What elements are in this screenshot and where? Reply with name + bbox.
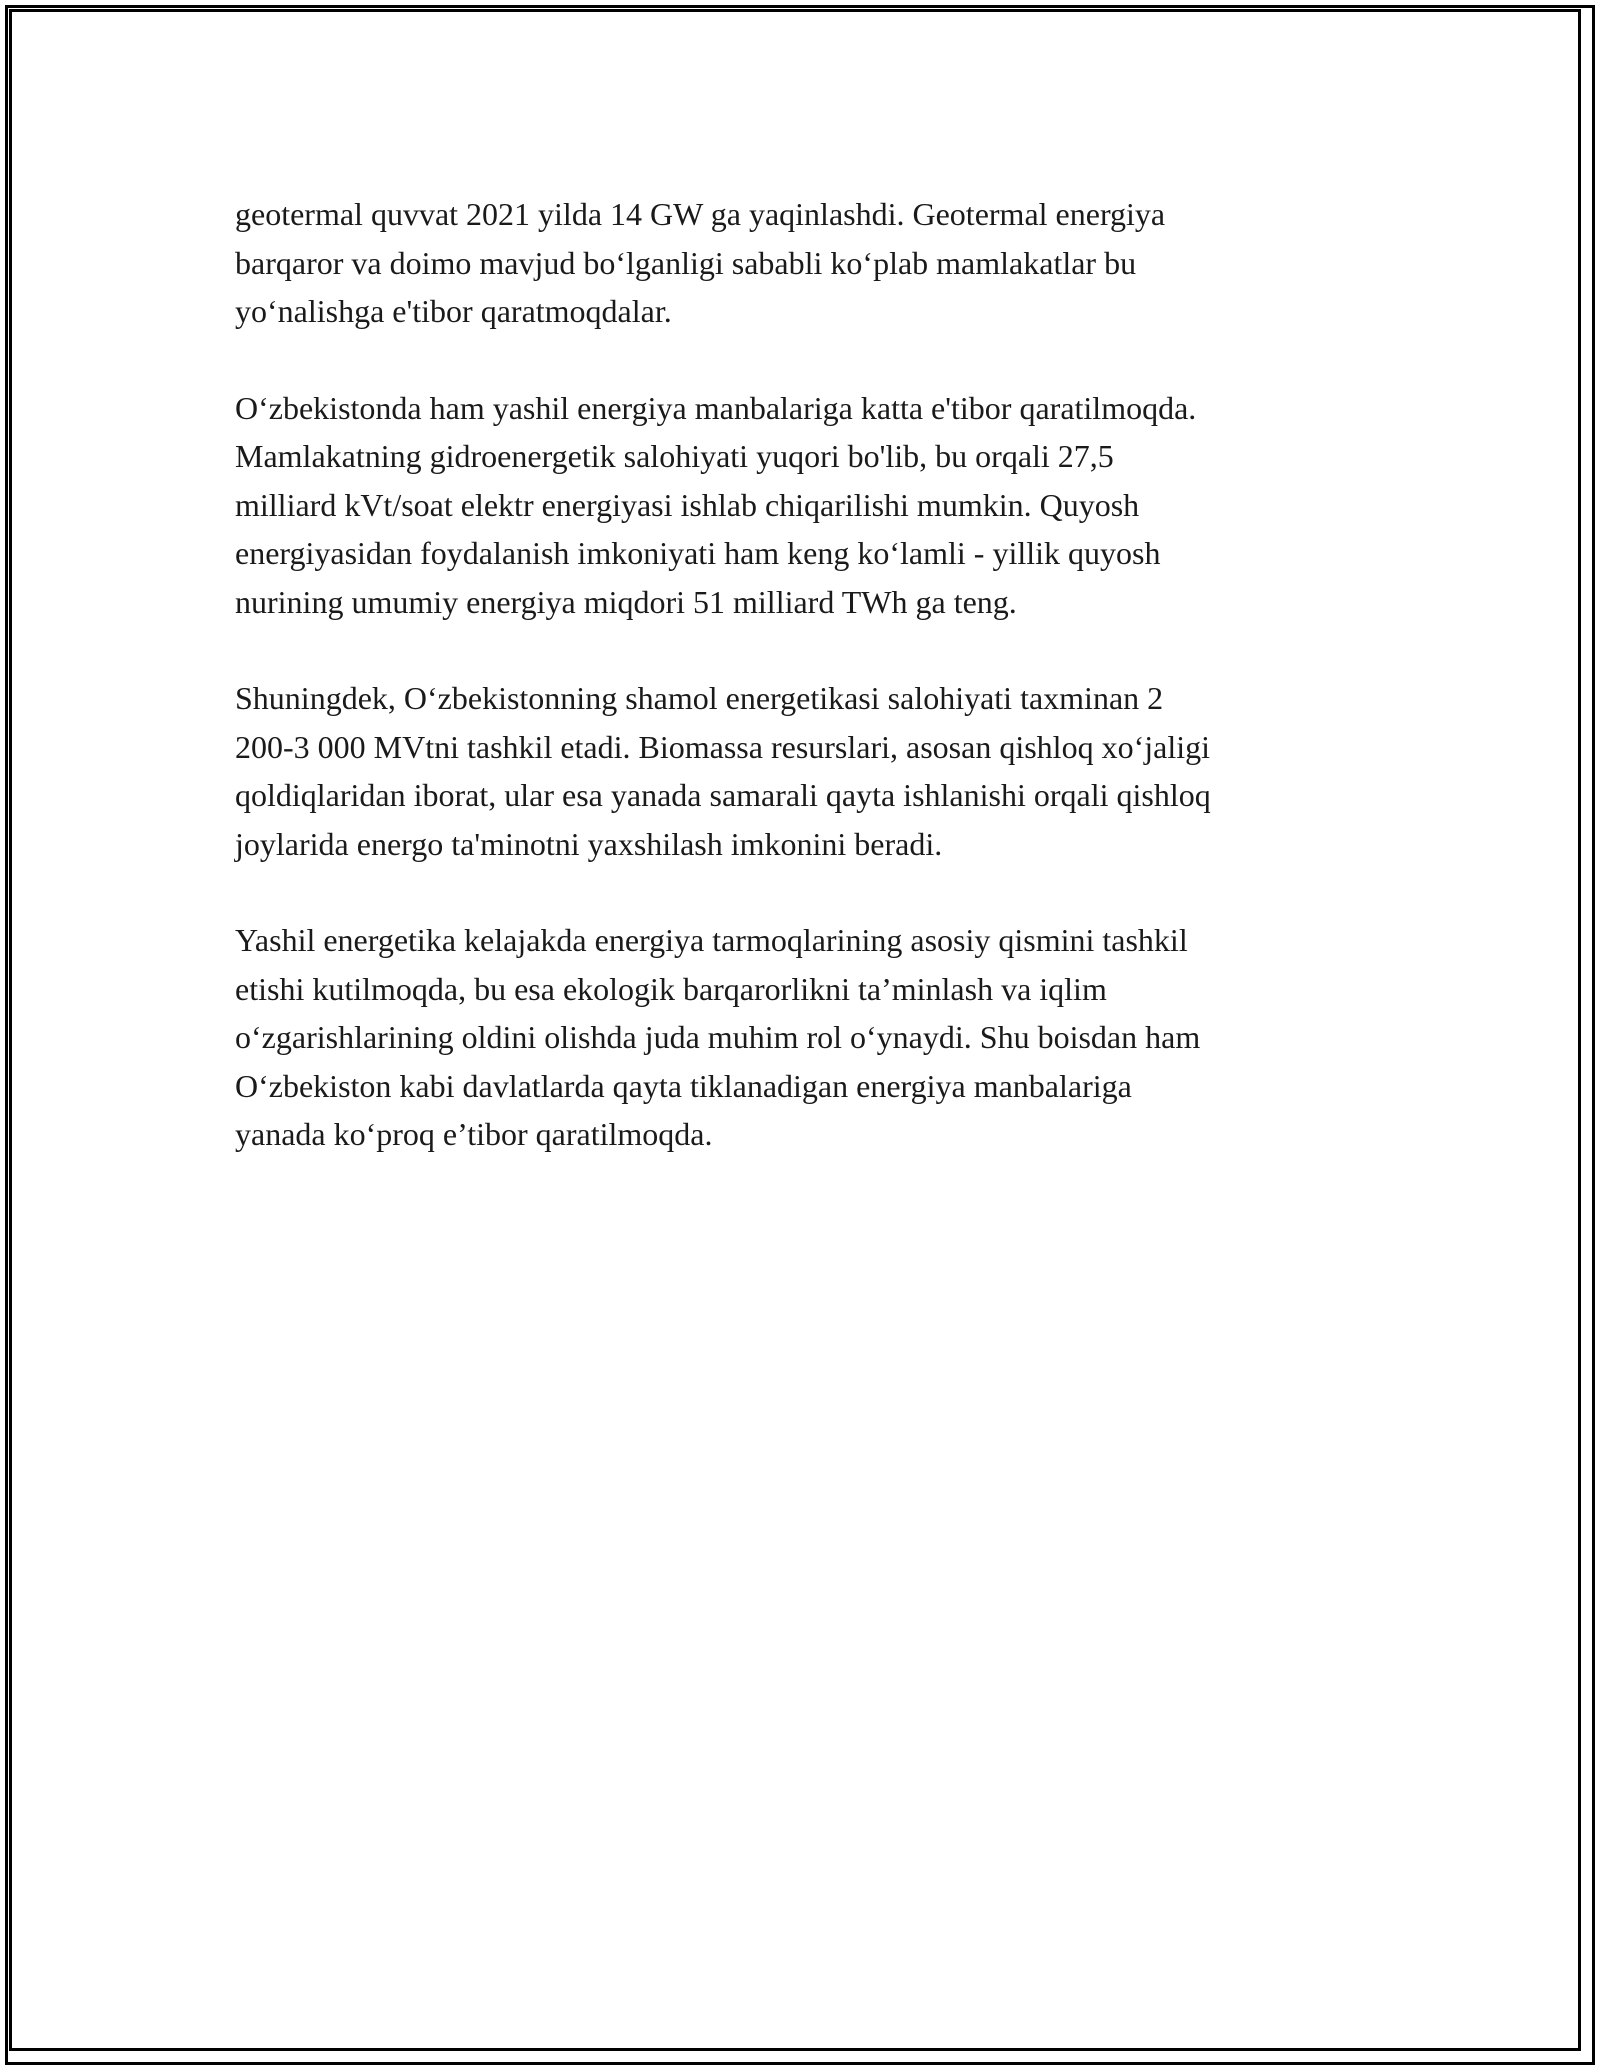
text-line: joylarida energo ta'minotni yaxshilash imkonini beradi. bbox=[235, 825, 943, 862]
paragraph-wind-biomass bbox=[235, 674, 1375, 868]
text-line: barqaror va doimo mavjud bo‘lganligi sababli ko‘plab mamlakatlar bu bbox=[235, 244, 1137, 281]
text-line: etishi kutilmoqda, bu esa ekologik barqarorlikni ta’minlash va iqlim bbox=[235, 970, 1107, 1007]
text-line: Yashil energetika kelajakda energiya tarmoqlarining asosiy qismini tashkil bbox=[235, 922, 1188, 958]
text-line: energiyasidan foydalanish imkoniyati ham keng ko‘lamli - yillik quyosh bbox=[235, 535, 1161, 571]
paragraph-geothermal bbox=[235, 190, 1375, 336]
text-line: O‘zbekistonda ham yashil energiya manbalariga katta e'tibor qaratilmoqda. bbox=[235, 389, 1197, 426]
text-line: geotermal quvvat 2021 yilda 14 GW ga yaqinlashdi. Geotermal energiya bbox=[235, 196, 1166, 232]
text-line: Shuningdek, O‘zbekistonning shamol energetikasi salohiyati taxminan 2 bbox=[235, 680, 1164, 716]
paragraph-future-outlook bbox=[235, 916, 1375, 1159]
text-line: nurining umumiy energiya miqdori 51 milliard TWh ga teng. bbox=[235, 583, 1017, 620]
text-line: yo‘nalishga e'tibor qaratmoqdalar. bbox=[235, 293, 672, 329]
text-line: qoldiqlaridan iborat, ular esa yanada samarali qayta ishlanishi orqali qishloq bbox=[235, 777, 1211, 813]
document-body bbox=[235, 190, 1375, 1207]
text-line: milliard kVt/soat elektr energiyasi ishlab chiqarilishi mumkin. Quyosh bbox=[235, 486, 1140, 523]
text-line: O‘zbekiston kabi davlatlarda qayta tiklanadigan energiya manbalariga bbox=[235, 1067, 1132, 1104]
text-line: yanada ko‘proq e’tibor qaratilmoqda. bbox=[235, 1116, 713, 1152]
text-line: Mamlakatning gidroenergetik salohiyati yuqori bo'lib, bu orqali 27,5 bbox=[235, 438, 1114, 474]
paragraph-uzbekistan-green-energy bbox=[235, 384, 1375, 627]
text-line: 200-3 000 MVtni tashkil etadi. Biomassa resurslari, asosan qishloq xo‘jaligi bbox=[235, 728, 1210, 765]
text-line: o‘zgarishlarining oldini olishda juda muhim rol o‘ynaydi. Shu boisdan ham bbox=[235, 1019, 1201, 1055]
